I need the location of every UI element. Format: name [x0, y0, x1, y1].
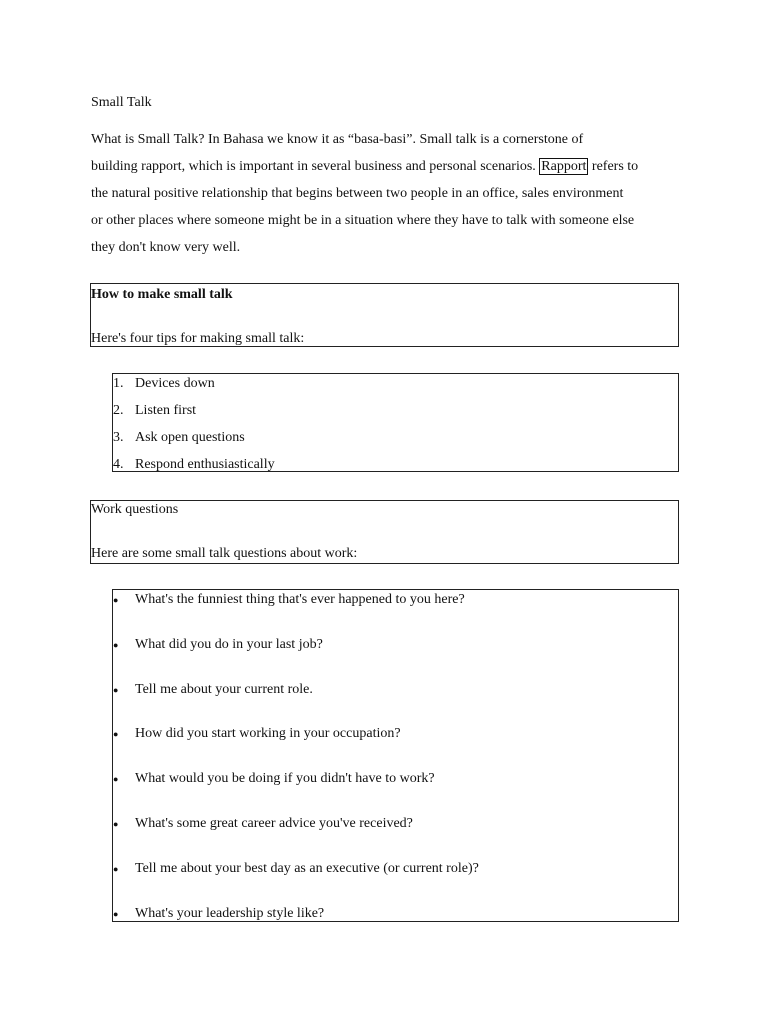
rapport-term: Rapport [541, 159, 587, 174]
list-item [113, 402, 678, 429]
bullet-icon: ● [113, 818, 119, 829]
bullet-icon: ● [113, 684, 119, 695]
list-item [113, 860, 678, 905]
list-item [113, 636, 678, 681]
tips-list [113, 375, 678, 483]
list-number: 2. [113, 403, 124, 418]
list-item [113, 770, 678, 815]
work-subheading: Here are some small talk questions about work: [91, 546, 358, 561]
intro-line: or other places where someone might be in a situation where they have to talk with someone else [91, 213, 635, 228]
intro-text: building rapport, which is important in several business and personal scenarios. [91, 159, 540, 174]
list-number: 3. [113, 430, 124, 445]
question-text: How did you start working in your occupation? [135, 726, 401, 742]
list-item-text: Ask open questions [135, 430, 245, 445]
list-item [113, 725, 678, 770]
work-heading: Work questions [91, 502, 179, 517]
list-number: 4. [113, 457, 124, 472]
tips-heading: How to make small talk [91, 287, 233, 302]
bullet-icon: ● [113, 729, 119, 740]
list-item [113, 375, 678, 402]
bullet-icon: ● [113, 908, 119, 919]
intro-line: the natural positive relationship that begins between two people in an office, sales environment [91, 186, 624, 201]
page-title: Small Talk [91, 95, 152, 110]
question-text: What's some great career advice you've received? [135, 815, 413, 831]
question-text: What's the funniest thing that's ever happened to you here? [135, 592, 465, 607]
list-item [113, 591, 678, 636]
intro-line [91, 153, 701, 180]
list-item [113, 429, 678, 456]
question-text: What would you be doing if you didn't have to work? [135, 771, 435, 787]
list-item [113, 456, 678, 483]
bullet-icon: ● [113, 863, 119, 874]
question-text: What's your leadership style like? [135, 905, 325, 921]
tips-subheading: Here's four tips for making small talk: [91, 331, 305, 346]
list-item-text: Devices down [135, 376, 215, 391]
work-header-box [90, 500, 679, 564]
list-item [113, 815, 678, 860]
bullet-icon: ● [113, 595, 119, 605]
bullet-icon: ● [113, 639, 119, 650]
work-questions-list [113, 591, 678, 949]
intro-text: refers to [588, 159, 639, 174]
list-item-text: Listen first [135, 403, 197, 418]
intro-line: they don't know very well. [91, 240, 241, 255]
list-item [113, 681, 678, 726]
work-questions-box [112, 589, 679, 922]
question-text: Tell me about your current role. [135, 681, 313, 697]
tips-list-box [112, 373, 679, 472]
question-text: Tell me about your best day as an executive (or current role)? [135, 860, 479, 876]
tips-header-box [90, 283, 679, 347]
question-text: What did you do in your last job? [135, 636, 323, 652]
list-item [113, 905, 678, 950]
bullet-icon: ● [113, 774, 119, 785]
intro-paragraph [91, 126, 701, 261]
list-item-text: Respond enthusiastically [135, 457, 275, 472]
intro-line: What is Small Talk? In Bahasa we know it as “basa-basi”. Small talk is a cornerstone of [91, 132, 584, 147]
list-number: 1. [113, 376, 124, 391]
